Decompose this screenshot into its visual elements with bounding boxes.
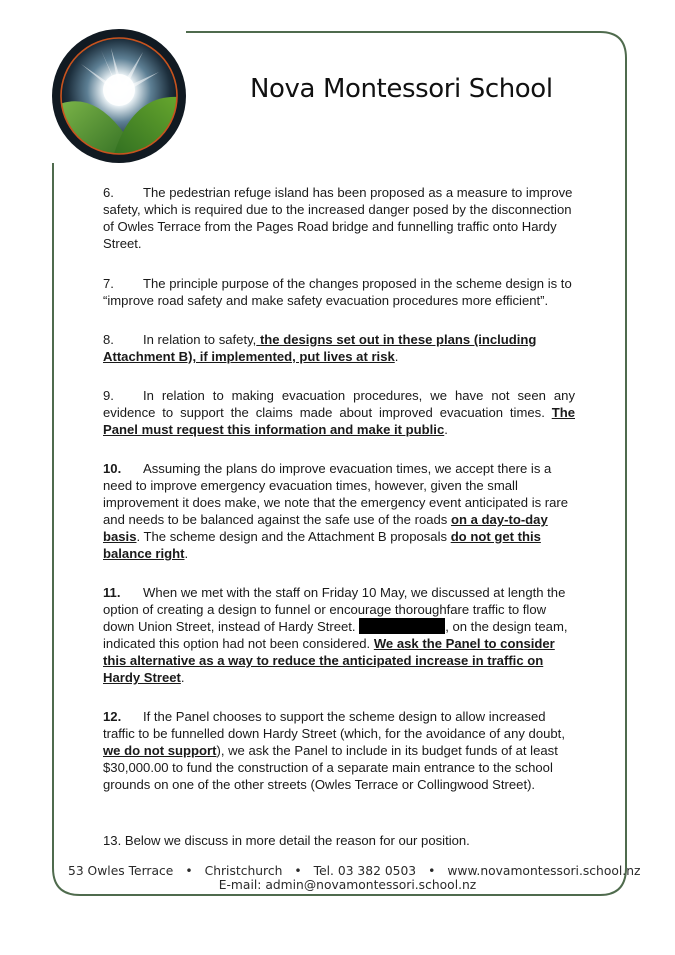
bullet-separator: •	[185, 864, 193, 878]
footer-phone: Tel. 03 382 0503	[313, 864, 417, 878]
paragraph-7	[103, 275, 575, 309]
paragraph-10	[103, 460, 575, 562]
emphasis-text: We ask the Panel to consider this alternative as a way to reduce the anticipated increase in traffic on Hardy Street	[103, 636, 555, 685]
redacted-name-box	[359, 618, 445, 634]
paragraph-11	[103, 584, 575, 686]
emphasis-text: on a day-to-day basis	[103, 512, 548, 544]
emphasis-text: do not get this balance right	[103, 529, 541, 561]
paragraph-8	[103, 331, 575, 365]
bullet-separator: •	[428, 864, 436, 878]
paragraph-text: . The scheme design and the Attachment B proposals	[136, 529, 451, 544]
paragraph-text: .	[180, 670, 185, 685]
footer-contact-line	[68, 864, 641, 878]
footer-website-link[interactable]: www.novamontessori.school.nz	[447, 864, 641, 878]
emphasis-text: we do not support	[103, 743, 217, 758]
paragraph-text: ), we ask the Panel to include in its budget funds of at least $30,000.00 to fund the construction of a separate main entrance to the school grounds on one of the other streets (Owles Terrace or Collingwood Street).	[103, 743, 558, 792]
paragraph-text: In relation to safety,	[143, 332, 257, 347]
document-body	[103, 184, 575, 849]
emphasis-text: the designs set out in these plans (including Attachment B), if implemented, put lives at risk	[103, 332, 537, 364]
nova-montessori-logo-icon	[51, 28, 187, 164]
paragraph-text: When we met with the staff on Friday 10 May, we discussed at length the option of creating a design to funnel or encourage thoroughfare traffic to flow down Union Street, instead of Hardy Street.	[103, 585, 566, 634]
paragraph-text: .	[444, 422, 448, 437]
paragraph-text: , on the design team, indicated this option had not been considered.	[103, 619, 568, 651]
paragraph-text: The principle purpose of the changes proposed in the scheme design is to “improve road safety and make safety evacuation procedures more efficient”.	[103, 276, 572, 308]
paragraph-12	[103, 708, 575, 793]
footer-address: 53 Owles Terrace	[68, 864, 174, 878]
paragraph-9	[103, 387, 575, 438]
paragraph-text: The pedestrian refuge island has been proposed as a measure to improve safety, which is required due to the increased danger posed by the disconnection of Owles Terrace from the Pages Road bridge and funnelling traffic onto Hardy Street.	[103, 185, 573, 251]
paragraph-13	[103, 832, 575, 849]
paragraph-text: In relation to making evacuation procedures, we have not seen any evidence to support the claims made about improved evacuation times.	[103, 388, 575, 420]
bullet-separator: •	[294, 864, 302, 878]
footer-email[interactable]: E-mail: admin@novamontessori.school.nz	[218, 878, 477, 892]
paragraph-number: 9.	[103, 388, 114, 403]
paragraph-text: .	[394, 349, 399, 364]
paragraph-number: 12.	[103, 709, 122, 724]
paragraph-number: 7.	[103, 276, 114, 291]
paragraph-text: .	[184, 546, 189, 561]
paragraph-number: 10.	[103, 461, 122, 476]
paragraph-number: 6.	[103, 185, 114, 200]
emphasis-text: The Panel must request this information and make it public	[103, 405, 575, 437]
paragraph-text: If the Panel chooses to support the scheme design to allow increased traffic to be funnelled down Hardy Street (which, for the avoidance of any doubt,	[103, 709, 565, 741]
paragraph-number: 11.	[103, 585, 121, 600]
paragraph-6	[103, 184, 575, 252]
paragraph-text: Assuming the plans do improve evacuation times, we accept there is a need to improve emergency evacuation times, however, given the small improvement it does make, we note that the emergency event anticipated is rare and needs to be balanced against the safe use of the roads	[103, 461, 569, 527]
paragraph-text: 13. Below we discuss in more detail the reason for our position.	[103, 833, 470, 848]
school-name: Nova Montessori School	[250, 74, 553, 104]
paragraph-number: 8.	[103, 332, 114, 347]
footer-city: Christchurch	[204, 864, 283, 878]
